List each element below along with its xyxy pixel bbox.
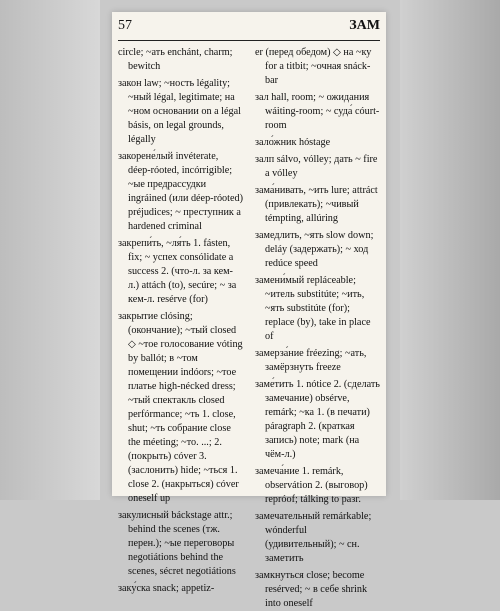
entry: замени́мый repláceable; ~итель substitúte; ~ить, ~ять substitúte (for); replace (by), take in place of [255, 275, 371, 342]
left-page-edge [0, 0, 100, 500]
entry: замечательный remárkable; wónderful (удивительный); ~ сн. заметить [255, 511, 372, 564]
entry: circle; ~ать enchánt, charm; bewitch [118, 47, 233, 72]
entry: залп sálvo, vólley; дать ~ fire a vólley [255, 154, 378, 179]
entry: замерза́ние fréezing; ~ать, замёрзнуть freeze [255, 348, 367, 373]
entry: er (перед обедом) ◇ на ~ку for a titbit; ~очная snáck-bar [255, 47, 372, 86]
entry: зало́жник hóstage [255, 137, 331, 148]
entry: заку́ска snack; appetiz- [118, 583, 215, 594]
entry: зал hall, room; ~ ожидания wáiting-room; ~ суда́ cóurt-room [255, 92, 380, 131]
guide-word: ЗАМ [349, 18, 380, 33]
two-column-text [118, 46, 380, 609]
right-column [255, 46, 380, 609]
right-page-edge [400, 0, 500, 500]
entry: зама́нивать, ~ить lure; attráct (привлекать); ~чивый témpting, allúring [255, 185, 378, 224]
entry: закорене́лый invéterate, déep-róoted, incórrigible; ~ые предрассудки ingráined (или déep-róoted) préjudices; ~ преступник a hardened criminal [118, 151, 243, 232]
dictionary-page [112, 12, 386, 609]
entry: замкнуться close; become resérved; ~ в себе shrink into oneself [255, 570, 368, 609]
entry: закрепи́ть, ~ля́ть 1. fásten, fix; ~ успех consólidate a success 2. (что-л. за кем-л.) attách (to), secúre; ~ за кем-л. resérve (for) [118, 238, 237, 305]
page-number: 57 [118, 18, 132, 33]
entry: закулисный báckstage attr.; behind the scenes (тж. перен.); ~ые переговоры negotiátions behind the scenes, sécret negotiátions [118, 510, 236, 577]
entry: закрытие clósing; (окончание); ~тый closed ◇ ~тое голосование vóting by ballót; в ~том помещении indóors; ~тое платье high-nécked dress; ~тый спектакль closed perfórmance; ~ть 1. close, shut; ~ть собрание close the méeting; ~то. ...; 2. (покрыть) cóver 3. (заслонить) hide; ~ться 1. close 2. (накрыться) cóver oneself up [118, 311, 243, 504]
left-column [118, 46, 243, 594]
page-header [118, 18, 380, 41]
entry: заме́тить 1. nótice 2. (сделать замечание) obsérve, remárk; ~ка 1. (в печати) páragraph 2. (краткая запись) note; mark (на чём-л.) [255, 379, 380, 460]
entry: замедлить, ~ять slow down; deláy (задержать); ~ ход redúce speed [255, 230, 374, 269]
entry: замеча́ние 1. remárk, observátion 2. (выговор) repróof; tálking to разг. [255, 466, 368, 505]
entry: закон law; ~ность légality; ~ный légal, legitimate; на ~ном основании on a légal básis, on legal grounds, légally [118, 78, 241, 145]
